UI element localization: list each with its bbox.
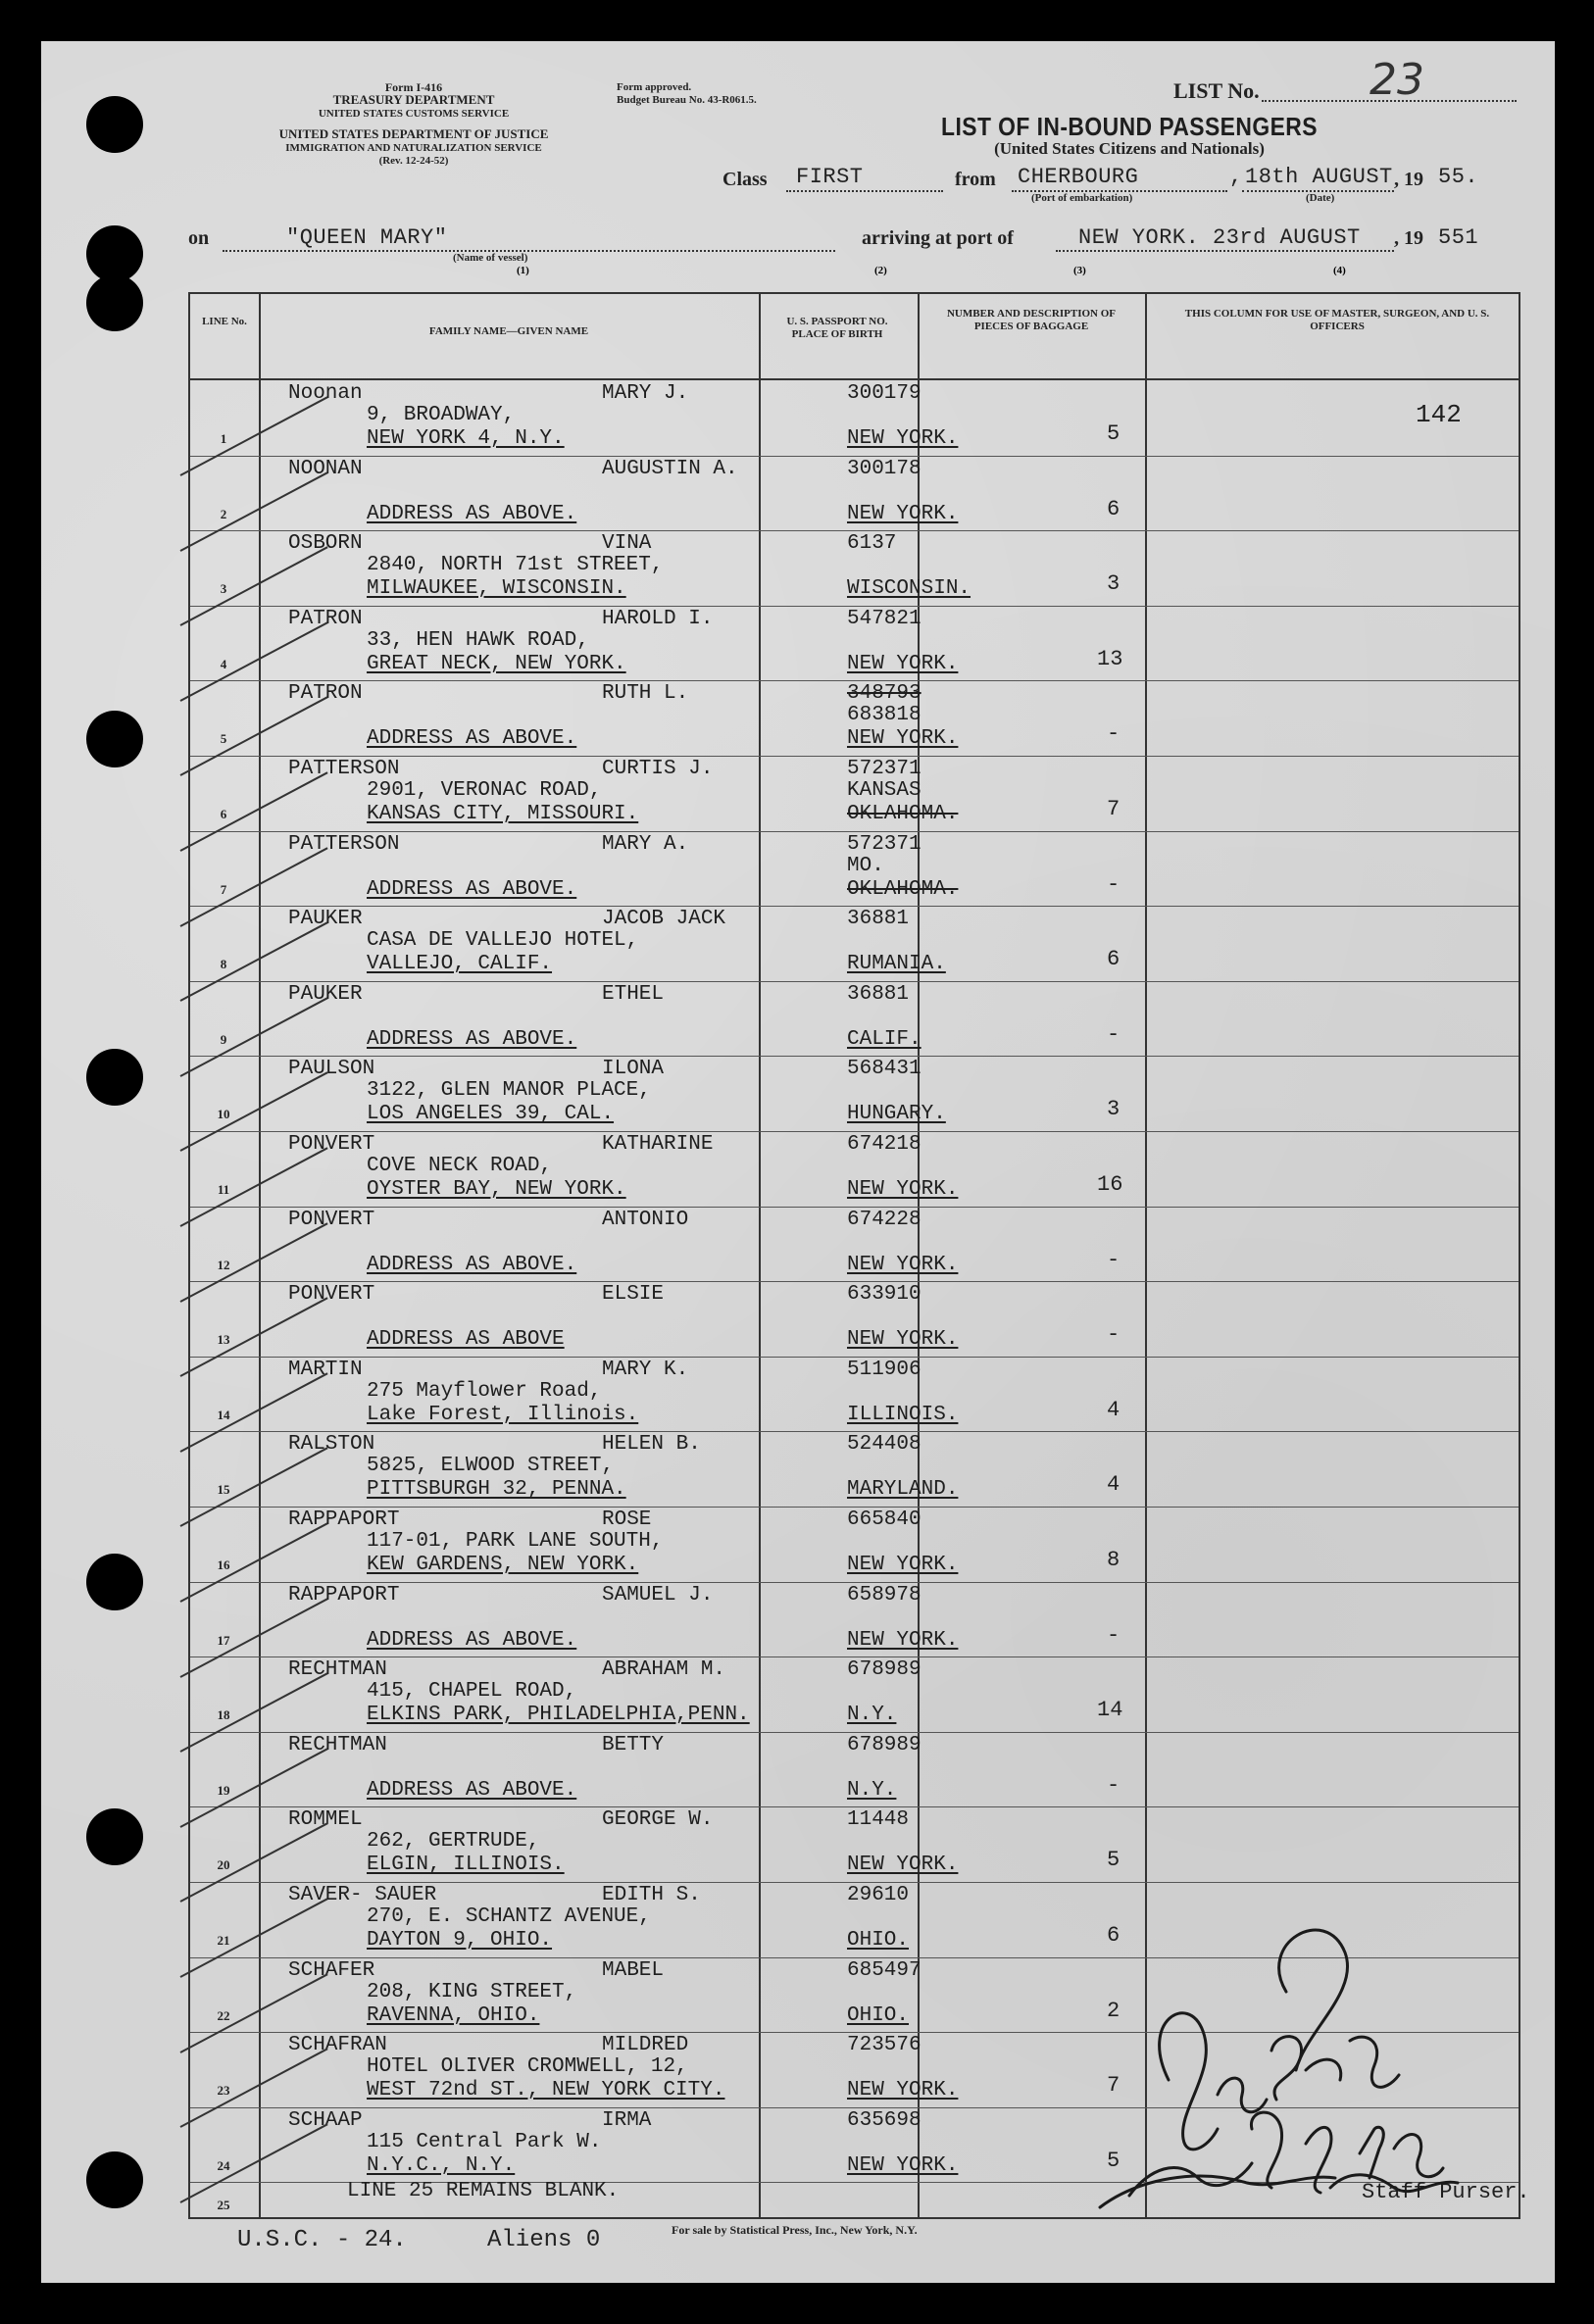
baggage-count: 3 bbox=[1107, 571, 1121, 597]
passport-extra: 683818 bbox=[847, 704, 922, 727]
passport-extra: MO. bbox=[847, 854, 884, 877]
year-prefix: , 19 bbox=[1394, 169, 1423, 190]
customs-service: UNITED STATES CUSTOMS SERVICE bbox=[318, 108, 510, 120]
row-divider bbox=[190, 981, 1519, 982]
arriving-label: arriving at port of bbox=[862, 227, 1014, 249]
line-number: 7 bbox=[220, 881, 227, 897]
passport-number: 36881 bbox=[847, 908, 910, 931]
baggage-count: 7 bbox=[1107, 2073, 1121, 2099]
address-line-1: 270, E. SCHANTZ AVENUE, bbox=[367, 1905, 651, 1928]
passport-number: 678989 bbox=[847, 1658, 922, 1682]
baggage-count: - bbox=[1107, 1622, 1121, 1648]
col-header-line: LINE No. bbox=[202, 316, 247, 327]
line-number: 6 bbox=[220, 807, 227, 821]
embarkation-date: 18th AUGUST bbox=[1245, 165, 1393, 189]
family-name: PATRON bbox=[288, 682, 363, 706]
line-number: 9 bbox=[220, 1031, 227, 1047]
given-name: ILONA bbox=[602, 1058, 665, 1081]
arrival-year: 551 bbox=[1438, 225, 1479, 250]
document-subtitle: (United States Citizens and Nationals) bbox=[994, 139, 1265, 158]
line-number: 10 bbox=[217, 1107, 230, 1122]
embarkation-year: 55. bbox=[1438, 165, 1479, 189]
given-name: HELEN B. bbox=[602, 1433, 701, 1457]
place-of-birth: NEW YORK. bbox=[847, 652, 959, 675]
baggage-count: - bbox=[1107, 1772, 1121, 1798]
family-name: SCHAFER bbox=[288, 1958, 375, 1982]
row-divider bbox=[190, 456, 1519, 457]
address-line-1: 115 Central Park W. bbox=[367, 2130, 602, 2153]
given-name: MABEL bbox=[602, 1958, 665, 1982]
row-divider bbox=[190, 1056, 1519, 1057]
address-line-2: ELKINS PARK, PHILADELPHIA,PENN. bbox=[367, 1704, 750, 1727]
passport-number: 674228 bbox=[847, 1208, 922, 1231]
passport-number: 547821 bbox=[847, 607, 922, 630]
row-divider bbox=[190, 1431, 1519, 1432]
line-number-25: 25 bbox=[217, 2198, 230, 2212]
baggage-count: 5 bbox=[1107, 2148, 1121, 2173]
address-line-2: N.Y.C., N.Y. bbox=[367, 2153, 516, 2177]
given-name: ROSE bbox=[602, 1508, 652, 1531]
row-divider bbox=[190, 1281, 1519, 1282]
row-divider bbox=[190, 756, 1519, 757]
address-line-2: ADDRESS AS ABOVE bbox=[367, 1328, 565, 1352]
row-divider bbox=[190, 1582, 1519, 1583]
list-number-handwritten: 23 bbox=[1370, 55, 1424, 105]
line-number: 19 bbox=[217, 1782, 230, 1798]
passport-extra: KANSAS bbox=[847, 779, 922, 802]
baggage-count: 7 bbox=[1107, 797, 1121, 821]
family-name: ROMMEL bbox=[288, 1808, 363, 1832]
col-num-3: (3) bbox=[1073, 265, 1086, 276]
family-name: RAPPAPORT bbox=[288, 1583, 400, 1607]
place-of-birth: N.Y. bbox=[847, 1778, 897, 1802]
family-name: PAUKER bbox=[288, 982, 363, 1006]
place-of-birth: NEW YORK. bbox=[847, 2153, 959, 2177]
given-name: KATHARINE bbox=[602, 1133, 714, 1156]
passport-number: 11448 bbox=[847, 1808, 910, 1832]
given-name: MARY A. bbox=[602, 832, 689, 856]
passport-number: 300178 bbox=[847, 457, 922, 480]
given-name: ELSIE bbox=[602, 1283, 665, 1307]
given-name: MARY J. bbox=[602, 382, 689, 405]
port-embarkation-caption: (Port of embarkation) bbox=[1031, 192, 1133, 204]
row-divider bbox=[190, 906, 1519, 907]
passport-number: 658978 bbox=[847, 1583, 922, 1607]
arrival-year-prefix: , 19 bbox=[1394, 227, 1423, 249]
col-num-4: (4) bbox=[1333, 265, 1346, 276]
passport-number: 568431 bbox=[847, 1058, 922, 1081]
place-of-birth: NEW YORK. bbox=[847, 1854, 959, 1877]
col-header-name: FAMILY NAME—GIVEN NAME bbox=[428, 325, 589, 337]
footer-aliens: Aliens 0 bbox=[487, 2227, 601, 2253]
footer-printer: For sale by Statistical Press, Inc., New York, N.Y. bbox=[672, 2223, 918, 2237]
from-label: from bbox=[955, 169, 996, 190]
family-name: PONVERT bbox=[288, 1208, 375, 1231]
address-line-1: 275 Mayflower Road, bbox=[367, 1379, 602, 1403]
address-line-1: 3122, GLEN MANOR PLACE, bbox=[367, 1079, 651, 1103]
address-line-2: KANSAS CITY, MISSOURI. bbox=[367, 803, 639, 825]
line-number: 17 bbox=[217, 1632, 230, 1648]
baggage-count: 14 bbox=[1097, 1698, 1123, 1723]
place-of-birth: NEW YORK. bbox=[847, 1253, 959, 1276]
officer-number: 142 bbox=[1416, 400, 1462, 429]
row-divider bbox=[190, 1882, 1519, 1883]
line-number: 2 bbox=[220, 506, 227, 521]
place-of-birth: CALIF. bbox=[847, 1027, 922, 1051]
col-header-officers: THIS COLUMN FOR USE OF MASTER, SURGEON, AND U. S. OFFICERS bbox=[1184, 308, 1490, 332]
baggage-count: 5 bbox=[1107, 1848, 1121, 1873]
address-line-2: ADDRESS AS ABOVE. bbox=[367, 1628, 577, 1652]
place-of-birth: NEW YORK. bbox=[847, 1554, 959, 1576]
family-name: PONVERT bbox=[288, 1133, 375, 1156]
on-label: on bbox=[188, 227, 210, 249]
address-line-2: GREAT NECK, NEW YORK. bbox=[367, 652, 626, 675]
col-num-1: (1) bbox=[517, 265, 529, 276]
family-name: RAPPAPORT bbox=[288, 1508, 400, 1531]
place-of-birth: ILLINOIS. bbox=[847, 1403, 959, 1426]
row-divider bbox=[190, 606, 1519, 607]
given-name: JACOB JACK bbox=[602, 908, 726, 931]
passport-number: 674218 bbox=[847, 1133, 922, 1156]
row-divider bbox=[190, 1656, 1519, 1657]
baggage-count: - bbox=[1107, 1021, 1121, 1047]
address-line-2: ADDRESS AS ABOVE. bbox=[367, 1253, 577, 1276]
passport-number: 300179 bbox=[847, 382, 922, 405]
passport-number: 572371 bbox=[847, 758, 922, 780]
address-line-1: CASA DE VALLEJO HOTEL, bbox=[367, 929, 639, 953]
list-no-label: LIST No. bbox=[1173, 78, 1260, 103]
family-name: MARTIN bbox=[288, 1358, 363, 1381]
row-divider bbox=[190, 1131, 1519, 1132]
address-line-1: 117-01, PARK LANE SOUTH, bbox=[367, 1530, 664, 1553]
address-line-1: 33, HEN HAWK ROAD, bbox=[367, 628, 589, 652]
address-line-1: 2840, NORTH 71st STREET, bbox=[367, 554, 664, 577]
address-line-2: ADDRESS AS ABOVE. bbox=[367, 727, 577, 751]
passport-number: 36881 bbox=[847, 982, 910, 1006]
passport-number: 29610 bbox=[847, 1884, 910, 1906]
family-name: PAULSON bbox=[288, 1058, 375, 1081]
passport-number: 723576 bbox=[847, 2034, 922, 2057]
date-caption: (Date) bbox=[1306, 192, 1335, 204]
address-line-1: 208, KING STREET, bbox=[367, 1980, 577, 2003]
line-number: 21 bbox=[217, 1933, 230, 1948]
baggage-count: - bbox=[1107, 1247, 1121, 1272]
given-name: MARY K. bbox=[602, 1358, 689, 1381]
place-of-birth: NEW YORK. bbox=[847, 727, 959, 751]
baggage-count: 8 bbox=[1107, 1548, 1121, 1572]
row-divider bbox=[190, 530, 1519, 531]
baggage-count: 2 bbox=[1107, 1998, 1121, 2023]
baggage-count: 4 bbox=[1107, 1397, 1121, 1422]
baggage-count: 3 bbox=[1107, 1097, 1121, 1122]
document-title: LIST OF IN-BOUND PASSENGERS bbox=[941, 112, 1318, 141]
manifest-page: Form I-416 TREASURY DEPARTMENT UNITED STATES CUSTOMS SERVICE UNITED STATES DEPARTMENT OF JUSTICE IMMIGRATION AND NATURALIZATION SERVICE (Rev. 12-24-52) Form approved. Budget Bureau No. 43-R061.5. LIST No. 23 LIST OF IN-BOUND PASSENGERS (United States Citizens and Nationals) Class FIRST from CHERBOURG (Port of embarkation) , 18th AUGUST (Date) , 19 55. on "QUEEN MARY" (Name of vessel) arriving at port of NEW YORK. 23rd AUGUST , 19 551 (1) (2) (3) (4) LINE No. FAMILY NAME—GIVEN NAME U. S. PASSPORT NO. PLACE OF BIRTH NUMBER AND DESCRIPTION OF PIECES OF BAGGAGE THIS COLUMN FOR USE OF MASTER, SURGEON, AND U. S. OFFICERS 1 Noonan MARY J. 9, BROADWAY, NEW YORK 4, N.Y. 300179 NEW YORK. 5 142 2 NOONAN AUGUSTIN A. ADDRESS AS ABOVE. 300178 NEW YORK. 6 3 OSBORN VINA 2840, NORTH 71st STREET, MILWAUKEE, WISCONSIN. 6137 WISCONSIN. 3 4 PATRON HAROLD I. 33, HEN HAWK ROAD, GREAT NECK, NEW YORK. 547821 NEW YORK. 13 5 PATRON RUTH L. ADDRESS AS ABOVE. 348793 683818 NEW YORK. - 6 PATTERSON CURTIS J. 2901, VERONAC ROAD, KANSAS CITY, MISSOURI. 572371 KANSAS OKLAHOMA. 7 7 PATTERSON MARY A. ADDRESS AS ABOVE. 572371 MO. OKLAHOMA. - 8 PAUKER JACOB JACK CASA DE VALLEJO HOTEL, VALLEJO, CALIF. 36881 RUMANIA. 6 9 PAUKER ETHEL ADDRESS AS ABOVE. 36881 CALIF. - 10 PAULSON ILONA 3122, GLEN MANOR PLACE, LOS ANGELES 39, CAL. 568431 HUNGARY. 3 11 PONVERT KATHARINE COVE NECK ROAD, OYSTER BAY, NEW YORK. 674218 NEW YORK. 16 12 PONVERT ANTONIO ADDRESS AS ABOVE. 674228 NEW YORK. - 13 PONVERT ELSIE ADDRESS AS ABOVE 633910 NEW YORK. - 14 MARTIN MARY K. 275 Mayflower Road, Lake Forest, Illinois. 511906 ILLINOIS. 4 15 RALSTON HELEN B. 5825, ELWOOD STREET, PITTSBURGH 32, PENNA. 524408 MARYLAND. 4 16 RAPPAPORT ROSE 117-01, PARK LANE SOUTH, KEW GARDENS, NEW YORK. 665840 NEW YORK. 8 17 RAPPAPORT SAMUEL J. ADDRESS AS ABOVE. 658978 NEW YORK. - 18 RECHTMAN ABRAHAM M. 415, CHAPEL ROAD, ELKINS PARK, PHILADELPHIA,PENN. 678989 N.Y. 14 19 RECHTMAN BETTY ADDRESS AS ABOVE. 678989 N.Y. - 20 ROMMEL GEORGE W. 262, GERTRUDE, ELGIN, ILLINOIS. 11448 NEW YORK. 5 21 SAVER- SAUER EDITH S. 270, E. SCHANTZ AVENUE, DAYTON 9, OHIO. 29610 OHIO. 6 22 SCHAFER MABEL 208, KING STREET, RAVENNA, OHIO. 685497 OHIO. 2 23 SCHAFRAN MILDRED HOTEL OLIVER CROMWELL, 12, WEST 72nd ST., NEW YORK CITY. 723576 NEW YORK. 7 24 SCHAAP IRMA 115 Central Park W. N.Y.C., N.Y. 635698 NEW YORK. 5 25 LINE 25 REMAINS BLANK. Staff Purser. U.S.C. - 24. Aliens 0 For sale by Statistical Press, Inc., New York, N.Y. bbox=[41, 41, 1555, 2283]
line-number: 5 bbox=[220, 731, 227, 747]
place-of-birth: NEW YORK. bbox=[847, 1628, 959, 1652]
address-line-2: VALLEJO, CALIF. bbox=[367, 953, 553, 976]
passport-number: 665840 bbox=[847, 1508, 922, 1531]
address-line-1: 9, BROADWAY, bbox=[367, 404, 516, 426]
family-name: SAVER- SAUER bbox=[288, 1884, 437, 1906]
passport-number: 633910 bbox=[847, 1283, 922, 1307]
class-value: FIRST bbox=[796, 165, 864, 189]
baggage-count: - bbox=[1107, 871, 1121, 897]
row-divider bbox=[190, 831, 1519, 832]
address-line-2: ELGIN, ILLINOIS. bbox=[367, 1854, 565, 1877]
place-of-birth: WISCONSIN. bbox=[847, 577, 971, 601]
address-line-1: HOTEL OLIVER CROMWELL, 12, bbox=[367, 2055, 688, 2079]
given-name: ANTONIO bbox=[602, 1208, 689, 1231]
passport-number: 678989 bbox=[847, 1733, 922, 1756]
given-name: CURTIS J. bbox=[602, 758, 714, 780]
line-number: 16 bbox=[217, 1558, 230, 1572]
footer-usc: U.S.C. - 24. bbox=[237, 2227, 407, 2253]
address-line-2: KEW GARDENS, NEW YORK. bbox=[367, 1554, 639, 1576]
family-name: SCHAFRAN bbox=[288, 2034, 387, 2057]
given-name: ETHEL bbox=[602, 982, 665, 1006]
line-number: 8 bbox=[220, 957, 227, 972]
family-name: OSBORN bbox=[288, 532, 363, 556]
row-divider bbox=[190, 1357, 1519, 1358]
place-of-birth: HUNGARY. bbox=[847, 1103, 946, 1126]
address-line-1: COVE NECK ROAD, bbox=[367, 1155, 553, 1177]
passport-number: 6137 bbox=[847, 532, 897, 556]
line-number: 18 bbox=[217, 1707, 230, 1723]
line-number: 14 bbox=[217, 1407, 230, 1422]
passport-number: 572371 bbox=[847, 832, 922, 856]
baggage-count: - bbox=[1107, 1322, 1121, 1348]
family-name: Noonan bbox=[288, 382, 363, 405]
baggage-count: 5 bbox=[1107, 421, 1121, 446]
baggage-count: 6 bbox=[1107, 947, 1121, 972]
given-name: IRMA bbox=[602, 2108, 652, 2132]
row-divider bbox=[190, 1507, 1519, 1508]
col-num-2: (2) bbox=[874, 265, 887, 276]
passport-number: 685497 bbox=[847, 1958, 922, 1982]
line-number: 4 bbox=[220, 656, 227, 671]
row-divider bbox=[190, 680, 1519, 681]
address-line-2: Lake Forest, Illinois. bbox=[367, 1403, 639, 1426]
baggage-count: - bbox=[1107, 721, 1121, 747]
passport-number: 511906 bbox=[847, 1358, 922, 1381]
address-line-2: RAVENNA, OHIO. bbox=[367, 2003, 540, 2027]
address-line-2: ADDRESS AS ABOVE. bbox=[367, 1778, 577, 1802]
place-of-birth: N.Y. bbox=[847, 1704, 897, 1727]
purser-signature bbox=[1080, 1884, 1492, 2217]
address-line-2: MILWAUKEE, WISCONSIN. bbox=[367, 577, 626, 601]
row-divider bbox=[190, 1207, 1519, 1208]
address-line-2: ADDRESS AS ABOVE. bbox=[367, 877, 577, 901]
place-of-birth: OHIO. bbox=[847, 2003, 910, 2027]
line-25-blank-note: LINE 25 REMAINS BLANK. bbox=[347, 2180, 620, 2202]
family-name: RALSTON bbox=[288, 1433, 375, 1457]
line-number: 20 bbox=[217, 1857, 230, 1873]
immigration-service: IMMIGRATION AND NATURALIZATION SERVICE bbox=[285, 142, 542, 154]
given-name: SAMUEL J. bbox=[602, 1583, 714, 1607]
line-number: 15 bbox=[217, 1482, 230, 1498]
embarkation-port: CHERBOURG bbox=[1018, 165, 1139, 189]
passport-number: 635698 bbox=[847, 2108, 922, 2132]
revision-date: (Rev. 12-24-52) bbox=[378, 155, 449, 167]
line-number: 11 bbox=[217, 1182, 230, 1197]
given-name: VINA bbox=[602, 532, 652, 556]
family-name: RECHTMAN bbox=[288, 1733, 387, 1756]
family-name: PAUKER bbox=[288, 908, 363, 931]
line-number: 12 bbox=[217, 1257, 230, 1272]
arrival-port-date: NEW YORK. 23rd AUGUST bbox=[1078, 225, 1361, 250]
given-name: ABRAHAM M. bbox=[602, 1658, 726, 1682]
place-of-birth: NEW YORK. bbox=[847, 427, 959, 450]
address-line-2: ADDRESS AS ABOVE. bbox=[367, 502, 577, 525]
col-header-baggage: NUMBER AND DESCRIPTION OF PIECES OF BAGGAGE bbox=[946, 308, 1117, 332]
place-of-birth: MARYLAND. bbox=[847, 1478, 959, 1502]
given-name: BETTY bbox=[602, 1733, 665, 1756]
line-number: 1 bbox=[220, 431, 227, 446]
form-number: Form I-416 bbox=[384, 80, 443, 94]
class-label: Class bbox=[722, 169, 768, 190]
family-name: PONVERT bbox=[288, 1283, 375, 1307]
place-of-birth: NEW YORK. bbox=[847, 1178, 959, 1201]
check-mark bbox=[180, 2123, 328, 2203]
address-line-2: DAYTON 9, OHIO. bbox=[367, 1929, 553, 1952]
family-name: NOONAN bbox=[288, 457, 363, 480]
family-name: PATTERSON bbox=[288, 832, 400, 856]
given-name: MILDRED bbox=[602, 2034, 689, 2057]
line-number: 3 bbox=[220, 581, 227, 597]
row-divider bbox=[190, 1732, 1519, 1733]
place-of-birth: NEW YORK. bbox=[847, 502, 959, 525]
address-line-2: OYSTER BAY, NEW YORK. bbox=[367, 1178, 626, 1201]
place-of-birth: RUMANIA. bbox=[847, 953, 946, 976]
justice-dept: UNITED STATES DEPARTMENT OF JUSTICE bbox=[278, 126, 549, 141]
line-number: 24 bbox=[217, 2157, 230, 2173]
place-of-birth: OKLAHOMA. bbox=[847, 877, 959, 901]
treasury-dept: TREASURY DEPARTMENT bbox=[332, 92, 495, 107]
family-name: RECHTMAN bbox=[288, 1658, 387, 1682]
col-header-passport: U. S. PASSPORT NO. PLACE OF BIRTH bbox=[786, 316, 888, 340]
family-name: PATTERSON bbox=[288, 758, 400, 780]
line-number: 23 bbox=[217, 2083, 230, 2099]
row-divider bbox=[190, 1806, 1519, 1807]
address-line-1: 415, CHAPEL ROAD, bbox=[367, 1680, 577, 1704]
place-of-birth: NEW YORK. bbox=[847, 2079, 959, 2102]
baggage-count: 6 bbox=[1107, 496, 1121, 521]
address-line-2: WEST 72nd ST., NEW YORK CITY. bbox=[367, 2079, 725, 2102]
place-of-birth: OKLAHOMA. bbox=[847, 803, 959, 825]
form-approved: Form approved. bbox=[617, 81, 692, 93]
given-name: RUTH L. bbox=[602, 682, 689, 706]
vessel-caption: (Name of vessel) bbox=[453, 252, 528, 264]
given-name: EDITH S. bbox=[602, 1884, 701, 1906]
given-name: GEORGE W. bbox=[602, 1808, 714, 1832]
budget-bureau: Budget Bureau No. 43-R061.5. bbox=[617, 94, 757, 106]
address-line-2: ADDRESS AS ABOVE. bbox=[367, 1027, 577, 1051]
address-line-1: 5825, ELWOOD STREET, bbox=[367, 1455, 615, 1478]
address-line-1: 262, GERTRUDE, bbox=[367, 1830, 540, 1854]
baggage-count: 4 bbox=[1107, 1472, 1121, 1498]
line-number: 13 bbox=[217, 1332, 230, 1348]
address-line-2: PITTSBURGH 32, PENNA. bbox=[367, 1478, 626, 1502]
family-name: SCHAAP bbox=[288, 2108, 363, 2132]
given-name: AUGUSTIN A. bbox=[602, 457, 738, 480]
staff-purser-label: Staff Purser. bbox=[1362, 2180, 1530, 2204]
baggage-count: 16 bbox=[1097, 1172, 1123, 1197]
line-number: 22 bbox=[217, 2007, 230, 2023]
place-of-birth: NEW YORK. bbox=[847, 1328, 959, 1352]
address-line-2: NEW YORK 4, N.Y. bbox=[367, 427, 565, 450]
address-line-2: LOS ANGELES 39, CAL. bbox=[367, 1103, 615, 1126]
baggage-count: 13 bbox=[1097, 646, 1123, 671]
address-line-1: 2901, VERONAC ROAD, bbox=[367, 779, 602, 802]
family-name: PATRON bbox=[288, 607, 363, 630]
passport-number: 348793 bbox=[847, 682, 922, 706]
given-name: HAROLD I. bbox=[602, 607, 714, 630]
passport-number: 524408 bbox=[847, 1433, 922, 1457]
vessel-name: "QUEEN MARY" bbox=[286, 225, 448, 250]
place-of-birth: OHIO. bbox=[847, 1929, 910, 1952]
baggage-count: 6 bbox=[1107, 1923, 1121, 1948]
